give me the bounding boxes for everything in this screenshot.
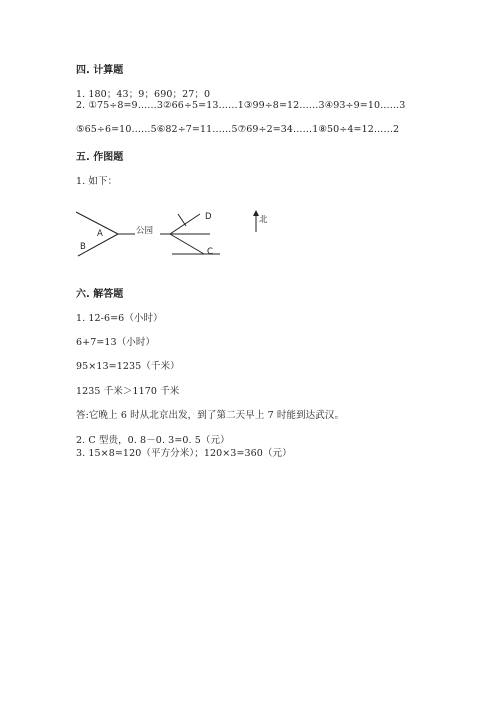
section-6-line-5: 答:它晚上 6 时从北京出发，到了第二天早上 7 时能到达武汉。 (76, 410, 345, 421)
label-a: A (97, 229, 103, 239)
section-4-line-1: 1. 180；43；9；690；27；0 (76, 89, 211, 100)
section-6-title: 六. 解答题 (76, 289, 124, 300)
section-5-line-1: 1. 如下： (76, 176, 118, 187)
section-6-line-7: 3. 15×8=120（平方分米）；120×3=360（元） (76, 448, 292, 459)
section-5-title: 五. 作图题 (76, 152, 124, 163)
section-6-line-6: 2. C 型贵，0. 8－0. 3=0. 5（元） (76, 435, 230, 446)
section-6-line-3: 95×13=1235（千米） (76, 361, 180, 372)
section-6-line-1: 1. 12-6=6（小时） (76, 313, 163, 324)
label-c: C (207, 247, 213, 257)
section-4-line-3: ⑤65÷6=10……5⑥82÷7=11……5⑦69÷2=34……1⑧50÷4=12……2 (76, 124, 400, 135)
label-d: D (205, 212, 212, 222)
section-4-line-2: 2. ①75÷8=9……3②66÷5=13……1③99÷8=12……3④93÷9=10……3 (76, 100, 406, 111)
line-c (170, 234, 204, 254)
line-d-tick (178, 214, 186, 226)
label-b: B (80, 242, 86, 252)
north-label: 北 (259, 215, 268, 225)
section-4-title: 四. 计算题 (76, 65, 124, 76)
section-6-line-4: 1235 千米＞1170 千米 (76, 386, 180, 397)
section-6-line-2: 6+7=13（小时） (76, 337, 156, 348)
park-label: 公园 (136, 226, 154, 236)
